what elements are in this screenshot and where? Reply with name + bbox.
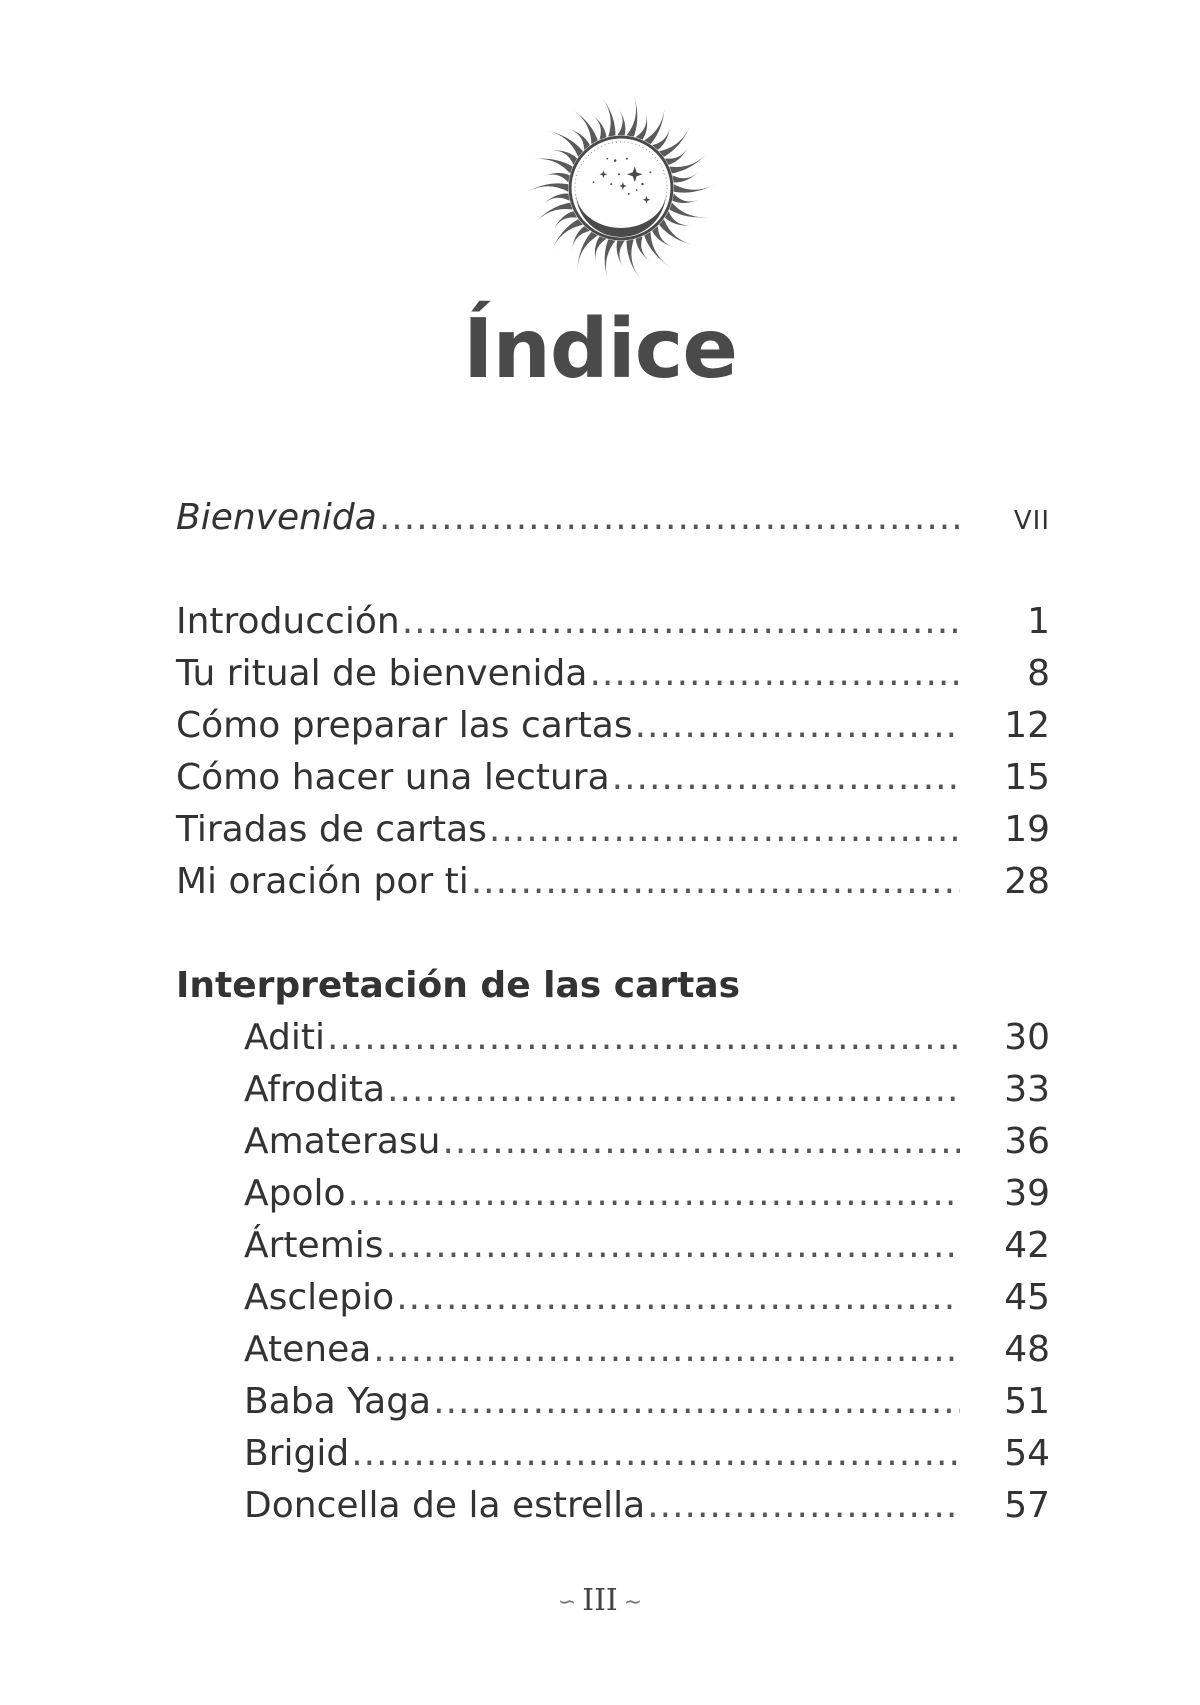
toc-entry-label: Asclepio	[244, 1277, 395, 1318]
toc-entry-page: 57	[1004, 1485, 1050, 1526]
swash-ornament-icon: ∽	[557, 1589, 577, 1615]
toc-entry[interactable]	[176, 700, 1050, 752]
dot-leader	[387, 1064, 960, 1116]
toc-entry-label: Brigid	[244, 1433, 350, 1474]
toc-entry-label: Aditi	[244, 1017, 325, 1058]
toc-entry-label: Cómo preparar las cartas	[176, 705, 633, 746]
toc-entry-label: Ártemis	[244, 1225, 384, 1266]
toc-entry-page: 33	[1004, 1069, 1050, 1110]
toc-entry-page: 12	[1004, 705, 1050, 746]
toc-subentry[interactable]	[176, 1116, 1050, 1168]
toc-entry[interactable]	[176, 752, 1050, 804]
dot-leader	[433, 1376, 960, 1428]
toc-entry-label: Apolo	[244, 1173, 346, 1214]
page-number-text: III	[582, 1583, 618, 1618]
sun-ray-icon	[527, 183, 568, 191]
toc-entry-label: Tiradas de cartas	[176, 809, 487, 850]
sun-ray-icon	[605, 239, 616, 281]
toc-entry-bienvenida[interactable]	[176, 492, 1050, 544]
toc-entry-page: VII	[1013, 506, 1050, 536]
toc-entry[interactable]	[176, 856, 1050, 908]
table-of-contents	[176, 492, 1050, 1532]
toc-entry-page: 48	[1004, 1329, 1050, 1370]
toc-subentry[interactable]	[176, 1480, 1050, 1532]
toc-entry-page: 42	[1004, 1225, 1050, 1266]
toc-entry-label: Bienvenida	[176, 497, 377, 538]
toc-entry-page: 51	[1004, 1381, 1050, 1422]
toc-entry-page: 1	[1027, 601, 1050, 642]
toc-entry-label: Doncella de la estrella	[244, 1485, 646, 1526]
dot-leader	[327, 1012, 960, 1064]
dot-leader	[348, 1168, 960, 1220]
dot-leader	[589, 648, 960, 700]
sun-ray-icon	[672, 171, 699, 183]
dot-leader	[489, 804, 960, 856]
sun-ray-icon	[669, 152, 708, 173]
toc-entry-label: Cómo hacer una lectura	[176, 757, 610, 798]
toc-subentry[interactable]	[176, 1272, 1050, 1324]
toc-entry-page: 15	[1004, 757, 1050, 798]
toc-entry-page: 39	[1004, 1173, 1050, 1214]
toc-subentry[interactable]	[176, 1012, 1050, 1064]
sun-ray-icon	[534, 203, 573, 224]
sun-ray-icon	[577, 232, 598, 271]
sun-ray-icon	[617, 108, 625, 135]
dot-leader	[351, 1428, 960, 1480]
toc-entry-label: Baba Yaga	[244, 1381, 432, 1422]
toc-entry-label: Mi oración por ti	[176, 861, 469, 902]
toc-entry-page: 54	[1004, 1433, 1050, 1474]
sun-ray-icon	[672, 194, 700, 203]
dot-leader	[386, 1220, 960, 1272]
page-title: Índice	[463, 302, 737, 397]
toc-entry-label: Afrodita	[244, 1069, 386, 1110]
dot-leader	[612, 752, 960, 804]
dot-leader	[396, 1272, 960, 1324]
sun-moon-emblem-icon	[523, 90, 719, 286]
swash-ornament-icon: ∼	[623, 1589, 643, 1615]
toc-subentry[interactable]	[176, 1324, 1050, 1376]
sun-ray-icon	[553, 211, 577, 231]
toc-subentry[interactable]	[176, 1064, 1050, 1116]
sun-ray-icon	[531, 159, 572, 174]
toc-entry-page: 36	[1004, 1121, 1050, 1162]
dot-leader	[647, 1480, 960, 1532]
toc-entry-label: Introducción	[176, 601, 400, 642]
page-number	[0, 1583, 1200, 1618]
toc-subentry[interactable]	[176, 1220, 1050, 1272]
spacer	[176, 544, 1050, 596]
sun-ray-icon	[644, 105, 665, 144]
sun-ray-icon	[674, 184, 715, 192]
sun-ray-icon	[542, 193, 569, 205]
toc-subentry[interactable]	[176, 1168, 1050, 1220]
toc-entry-page: 30	[1004, 1017, 1050, 1058]
toc-entry-page: 45	[1004, 1277, 1050, 1318]
dot-leader	[402, 596, 960, 648]
dot-leader	[635, 700, 960, 752]
toc-entry-label: Tu ritual de bienvenida	[176, 653, 588, 694]
toc-entry[interactable]	[176, 804, 1050, 856]
toc-subentry[interactable]	[176, 1376, 1050, 1428]
toc-entry[interactable]	[176, 596, 1050, 648]
dot-leader	[442, 1116, 960, 1168]
toc-entry-label: Amaterasu	[244, 1121, 441, 1162]
sun-ray-icon	[665, 145, 689, 165]
toc-entry-label: Atenea	[244, 1329, 372, 1370]
toc-entry-page: 28	[1004, 861, 1050, 902]
sun-ray-icon	[627, 95, 638, 137]
section-heading: Interpretación de las cartas	[176, 965, 741, 1006]
toc-subentry[interactable]	[176, 1428, 1050, 1480]
sun-ray-icon	[541, 173, 569, 182]
sun-ray-icon	[617, 241, 625, 268]
toc-entry-page: 19	[1004, 809, 1050, 850]
toc-entry[interactable]	[176, 648, 1050, 700]
dot-leader	[373, 1324, 960, 1376]
toc-entry-page: 8	[1027, 653, 1050, 694]
sun-ray-icon	[669, 203, 710, 218]
dot-leader	[471, 856, 960, 908]
dot-leader	[379, 492, 960, 544]
